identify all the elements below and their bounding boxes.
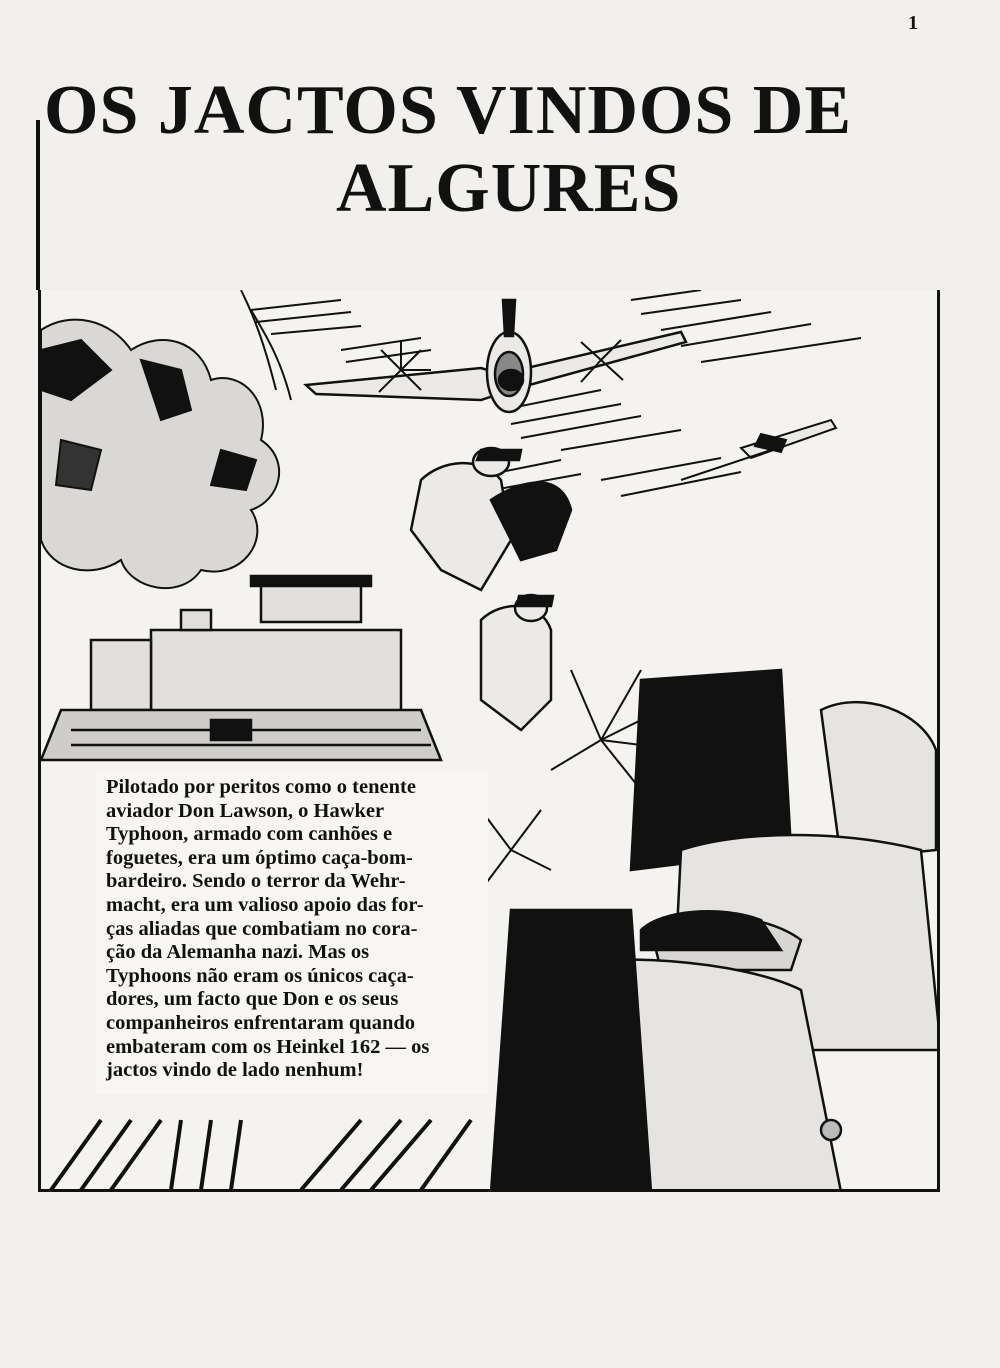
title-line-2: ALGURES xyxy=(336,150,682,227)
page-number: 1 xyxy=(908,12,918,34)
tank-commander xyxy=(491,670,940,1192)
title-line-1: OS JACTOS VINDOS DE xyxy=(44,72,853,149)
fighter-plane-main xyxy=(306,300,686,412)
smoke-cloud xyxy=(41,290,291,588)
panel-left-border-extension xyxy=(36,120,40,290)
ground-hatching xyxy=(51,1120,471,1190)
fighter-plane-distant xyxy=(681,420,836,480)
caption-text: Pilotado por peritos como o tenente aviador Don Lawson, o Hawker Typhoon, armado com canhões e foguetes, era um óptimo caça-bom- bardeiro. Sendo o terror da Wehr- macht, era um valioso apoio das for- ças aliadas que combatiam no cora- ção da Alemanha nazi. Mas os Typhoons não eram os únicos caça- dores, um facto que Don e os seus companheiros enfrentaram quando embateram com os Heinkel 162 — os jactos vindo de lado nenhum! xyxy=(106,776,430,1082)
tank xyxy=(41,576,441,760)
soldiers xyxy=(411,448,571,730)
caption-box xyxy=(96,772,488,1094)
